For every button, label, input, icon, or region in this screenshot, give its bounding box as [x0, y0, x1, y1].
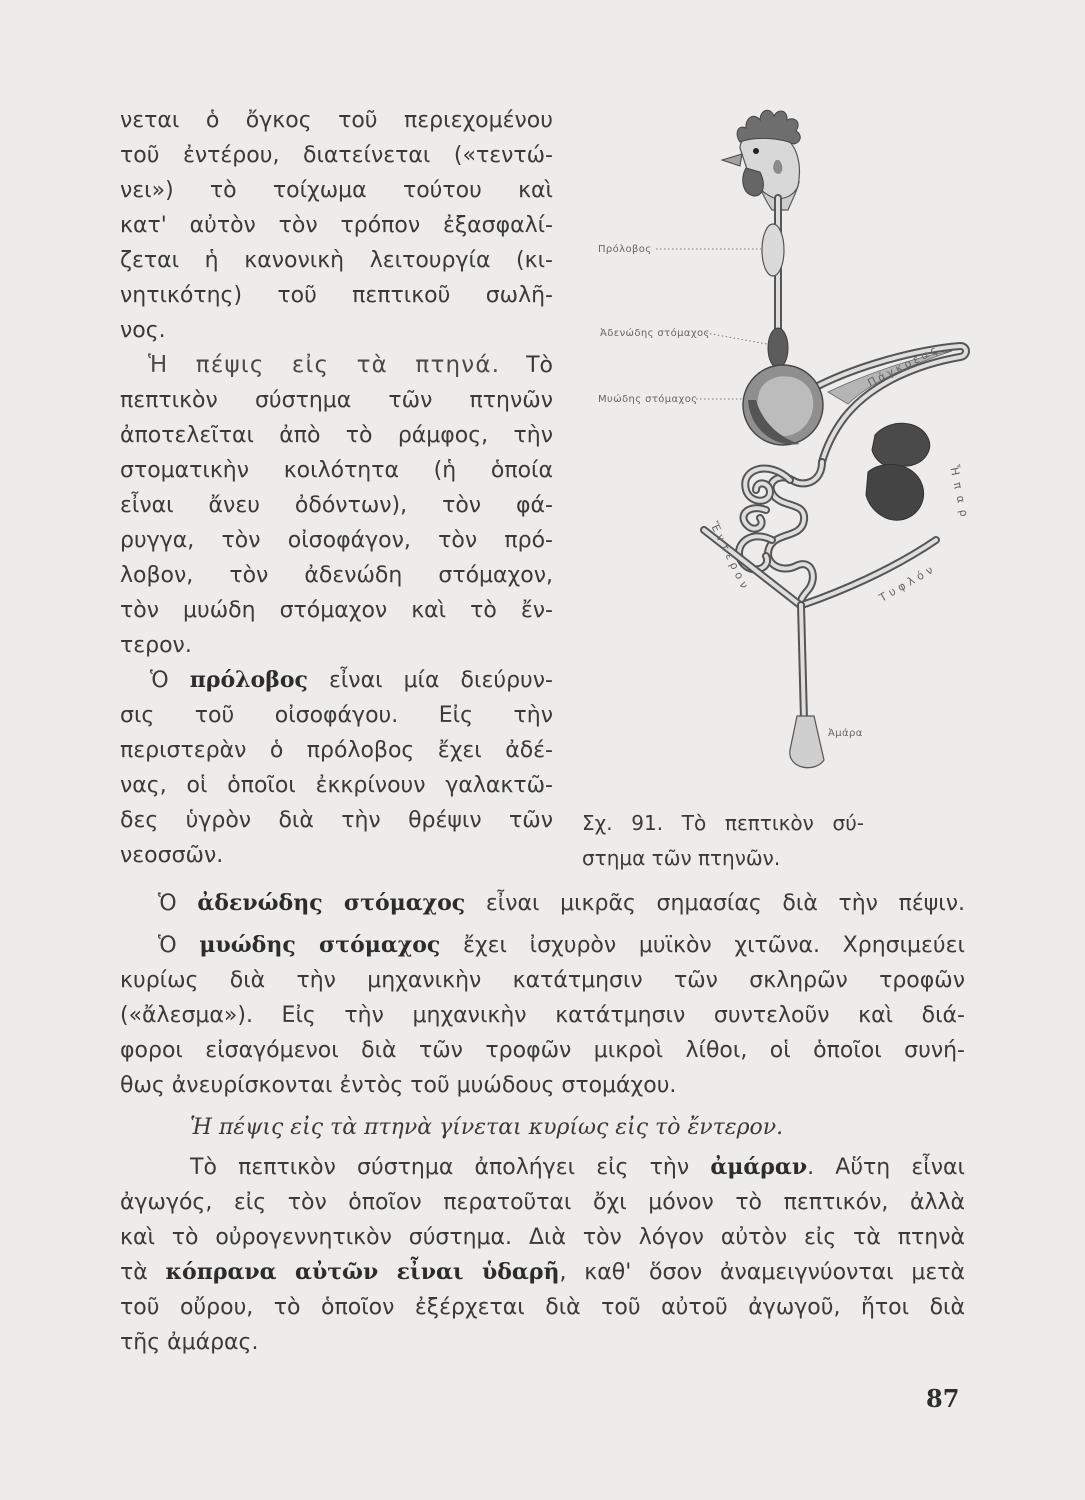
rooster-head: [722, 110, 800, 210]
text-fragment: Ὁ: [158, 933, 177, 958]
paragraph-adenodis: [120, 886, 965, 921]
proventriculus: [768, 328, 788, 368]
liver-lower-lobe: [866, 464, 924, 520]
crop-label: Πρόλοβος: [598, 244, 652, 255]
page-number: 87: [926, 1384, 960, 1413]
cloaca: [790, 716, 824, 768]
text-fragment: , καθ' ὅσον ἀναμειγνύονται μετὰ: [559, 1260, 966, 1285]
text-line: [120, 1255, 965, 1290]
section-heading: Ἡ πέψις εἰς τὰ πτηνά.: [148, 352, 501, 378]
text-line: δες ὑγρὸν διὰ τὴν θρέψιν τῶν: [120, 808, 553, 833]
text-line: ρυγγα, τὸν οἰσοφάγον, τὸν πρό-: [120, 528, 553, 553]
bold-term: πρόλοβος: [189, 667, 308, 693]
bold-term: μυώδης στόμαχος: [199, 932, 441, 958]
text-line: [120, 886, 965, 921]
bold-term: ἀδενώδης στόμαχος: [197, 890, 466, 916]
text-fragment: Ὁ: [158, 891, 177, 916]
rooster-eye: [753, 148, 759, 154]
text-line: [120, 1150, 965, 1185]
rooster-wattle: [743, 168, 764, 196]
subheading-line: [120, 348, 553, 383]
gizzard-label: Μυώδης στόμαχος: [598, 394, 698, 405]
italic-line: Ἡ πέψις εἰς τὰ πτηνὰ γίνεται κυρίως εἰς τὸ ἔντερον.: [190, 1115, 784, 1140]
text-line: νει») τὸ τοίχωμα τούτου καὶ: [120, 178, 553, 203]
paragraph-amara: [120, 1150, 965, 1360]
bold-term: ἀμάραν: [710, 1154, 808, 1180]
text-line: ἀγωγός, εἰς τὸν ὁποῖον περατοῦται ὄχι μόνον τὸ πεπτικόν, ἀλλὰ: [120, 1190, 965, 1215]
text-line: τοῦ οὔρου, τὸ ὁποῖον ἐξέρχεται διὰ τοῦ αὐτοῦ ἀγωγοῦ, ἤτοι διὰ: [120, 1295, 965, 1320]
text-line: στοματικὴν κοιλότητα (ἡ ὁποία: [120, 458, 553, 483]
proventriculus-leader-line: [706, 333, 767, 344]
text-line: τὸν μυώδη στόμαχον καὶ τὸ ἔν-: [120, 598, 553, 623]
text-fragment: Ὁ: [150, 668, 169, 693]
liver-label: Ἧπαρ: [947, 463, 973, 525]
text-line: νητικότης) τοῦ πεπτικοῦ σωλῆ-: [120, 283, 553, 308]
figure-caption: [582, 806, 864, 876]
rooster-comb: [737, 110, 800, 144]
text-line: φοροι εἰσαγόμενοι διὰ τῶν τροφῶν μικροὶ λίθοι, οἱ ὁποῖοι συνή-: [120, 1038, 965, 1063]
text-line: νος.: [120, 318, 166, 343]
text-line: λοβον, τὸν ἀδενώδη στόμαχον,: [120, 563, 553, 588]
text-line: [120, 663, 553, 698]
text-fragment: . Αὕτη εἶναι: [807, 1155, 965, 1180]
text-fragment: εἶναι μικρᾶς σημασίας διὰ τὴν πέψιν.: [485, 891, 965, 916]
text-line: («ἄλεσμα»). Εἰς τὴν μηχανικὴν κατάτμησιν συντελοῦν καὶ διά-: [120, 1003, 965, 1028]
proventriculus-label: Ἀδενώδης στόμαχος: [600, 328, 710, 339]
liver: [866, 423, 930, 520]
text-line: σις τοῦ οἰσοφάγου. Εἰς τὴν: [120, 703, 553, 728]
text-fragment: Τὸ: [526, 353, 553, 378]
text-line: κυρίως διὰ τὴν μηχανικὴν κατάτμησιν τῶν σκληρῶν τροφῶν: [120, 968, 965, 993]
intestine-label: Ἔντερον: [707, 519, 753, 595]
caecum-label: Τυφλόν: [877, 561, 939, 605]
text-line: τοῦ ἐντέρου, διατείνεται («τεντώ-: [120, 143, 553, 168]
text-line: πεπτικὸν σύστημα τῶν πτηνῶν: [120, 388, 553, 413]
digestive-system-figure: [590, 100, 980, 790]
italic-statement: [120, 1110, 965, 1145]
text-line: θως ἀνευρίσκονται ἐντὸς τοῦ μυώδους στομάχου.: [120, 1073, 677, 1098]
text-fragment: εἶναι μία διεύρυν-: [328, 668, 553, 693]
text-line: νεται ὁ ὄγκος τοῦ περιεχομένου: [120, 108, 553, 133]
rooster-beak: [722, 154, 742, 166]
intestine-coil: [745, 469, 790, 501]
paragraph-myodis: [120, 928, 965, 1103]
caption-line: Σχ. 91. Τὸ πεπτικὸν σύ-: [582, 811, 864, 835]
caption-line: στημα τῶν πτηνῶν.: [582, 846, 781, 870]
text-line: κατ' αὐτὸν τὸν τρόπον ἐξασφαλί-: [120, 213, 553, 238]
text-fragment: Τὸ πεπτικὸν σύστημα ἀπολήγει εἰς τὴν: [190, 1155, 690, 1180]
gizzard: [743, 365, 823, 445]
bold-term: κόπρανα αὐτῶν εἶναι ὑδαρῆ: [165, 1259, 560, 1285]
text-line: εἶναι ἄνευ ὀδόντων), τὸν φά-: [120, 493, 553, 518]
pancreas-label: Πάγκρεας: [865, 342, 942, 390]
left-text-column: [120, 103, 553, 873]
cloaca-label: Ἀμάρα: [828, 728, 863, 739]
text-line: [120, 928, 965, 963]
text-line: ζεται ἡ κανονικὴ λειτουργία (κι-: [120, 248, 553, 273]
text-line: τῆς ἀμάρας.: [120, 1330, 259, 1355]
crop: [762, 224, 784, 276]
liver-upper-lobe: [872, 423, 930, 467]
text-fragment: ἔχει ἰσχυρὸν μυϊκὸν χιτῶνα. Χρησιμεύει: [463, 933, 965, 958]
text-line: καὶ τὸ οὐρογεννητικὸν σύστημα. Διὰ τὸν λόγον αὐτὸν εἰς τὰ πτηνὰ: [120, 1225, 965, 1250]
text-line: περιστερὰν ὁ πρόλοβος ἔχει ἀδέ-: [120, 738, 553, 763]
text-line: νας, οἱ ὁποῖοι ἐκκρίνουν γαλακτῶ-: [120, 773, 553, 798]
text-line: ἀποτελεῖται ἀπὸ τὸ ράμφος, τὴν: [120, 423, 553, 448]
text-line: νεοσσῶν.: [120, 843, 224, 868]
text-line: τερον.: [120, 633, 192, 658]
text-fragment: τὰ: [120, 1260, 148, 1285]
